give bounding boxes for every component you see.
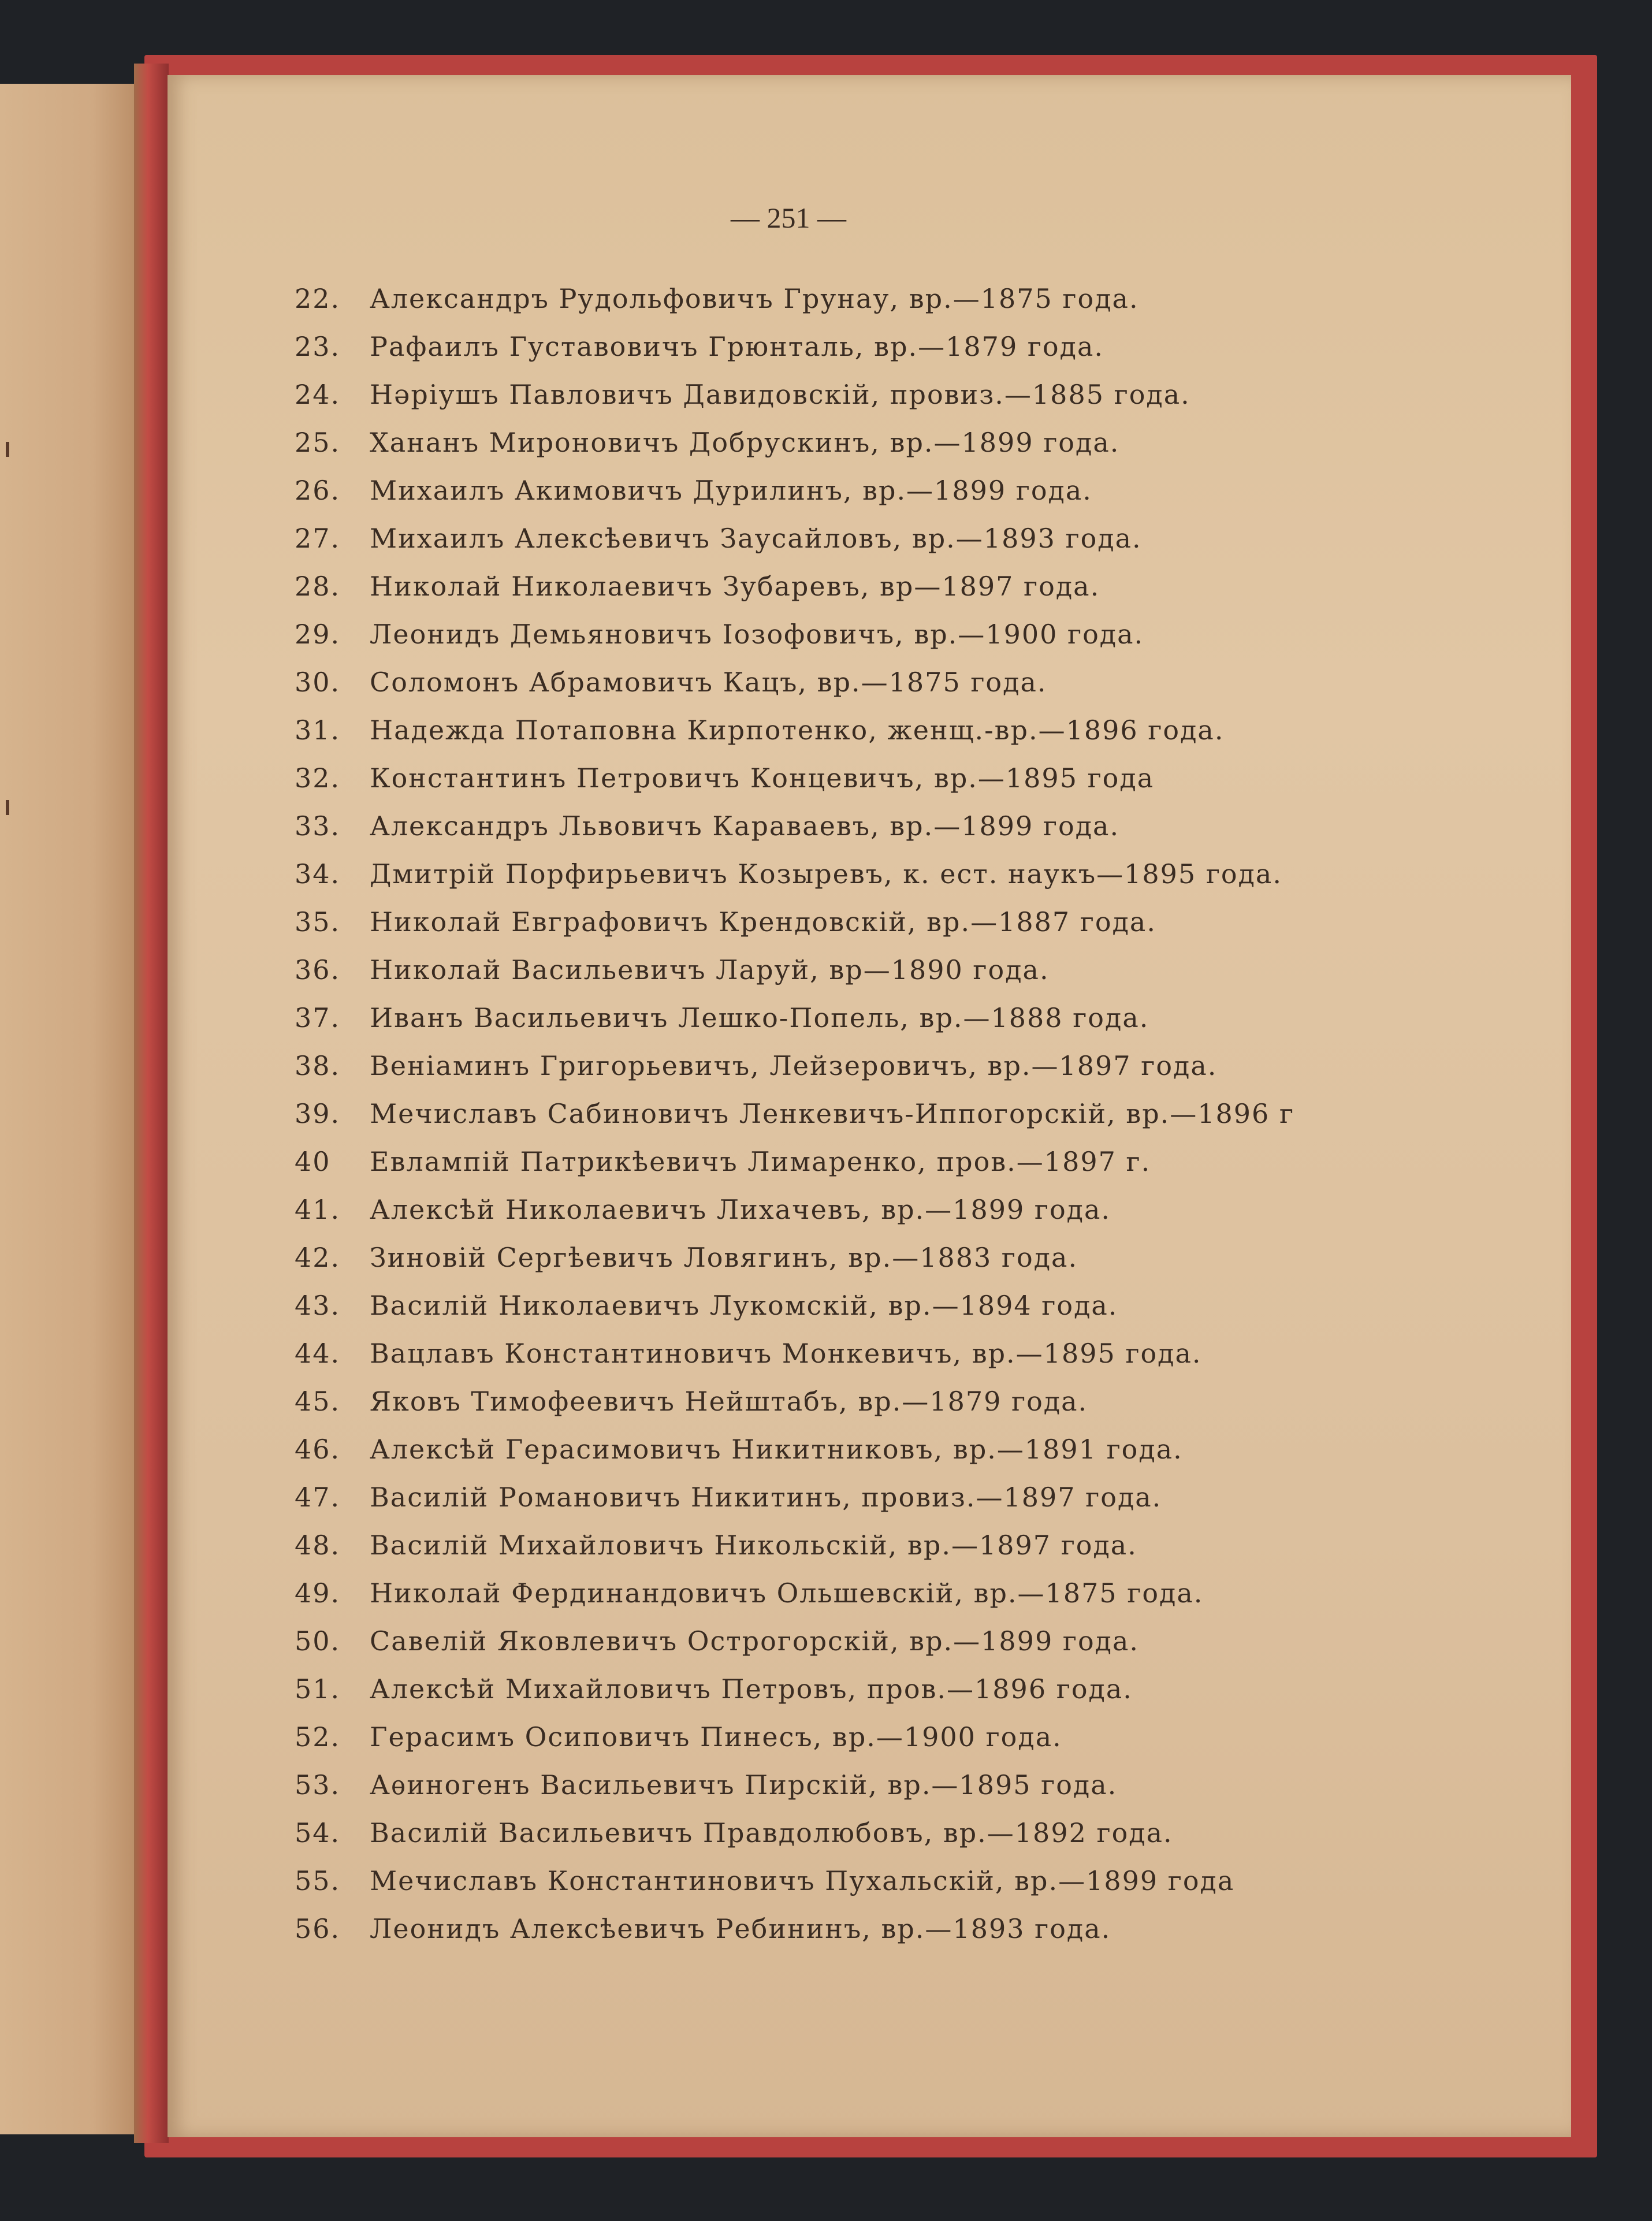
list-item-number: 45. <box>295 1386 341 1417</box>
entry-list <box>295 283 1536 1961</box>
list-item <box>295 858 1536 906</box>
list-item <box>295 475 1536 523</box>
list-item-number: 29. <box>295 619 341 650</box>
list-item-number: 54. <box>295 1817 341 1848</box>
list-item-text: Николай Васильевичъ Ларуй, вр—1890 года. <box>370 954 1050 985</box>
list-item-number: 40 <box>295 1146 331 1177</box>
list-item-number: 53. <box>295 1769 341 1800</box>
list-item-number: 30. <box>295 667 341 698</box>
list-item <box>295 283 1536 331</box>
list-item <box>295 619 1536 667</box>
list-item-text: Константинъ Петровичъ Концевичъ, вр.—1895 года <box>370 762 1155 794</box>
list-item-number: 43. <box>295 1290 341 1321</box>
list-item-text: Мечиславъ Константиновичъ Пухальскій, вр.—1899 года <box>370 1865 1235 1896</box>
list-item-text: Василій Николаевичъ Лукомскій, вр.—1894 года. <box>370 1290 1118 1321</box>
list-item-number: 34. <box>295 858 341 890</box>
list-item <box>295 906 1536 954</box>
list-item <box>295 1673 1536 1721</box>
list-item-text: Дмитрій Порфирьевичъ Козыревъ, к. ест. наукъ—1895 года. <box>370 858 1282 890</box>
list-item <box>295 1434 1536 1482</box>
list-item <box>295 1338 1536 1386</box>
list-item-text: Василій Михайловичъ Никольскій, вр.—1897 года. <box>370 1530 1137 1561</box>
list-item-number: 49. <box>295 1578 341 1609</box>
list-item <box>295 1913 1536 1961</box>
list-item <box>295 1625 1536 1673</box>
list-item-text: Михаилъ Алексѣевичъ Заусайловъ, вр.—1893 года. <box>370 523 1142 554</box>
list-item-number: 55. <box>295 1865 341 1896</box>
list-item-text: Леонидъ Алексѣевичъ Ребининъ, вр.—1893 года. <box>370 1913 1111 1944</box>
list-item-number: 36. <box>295 954 341 985</box>
list-item-text: Николай Фердинандовичъ Ольшевскій, вр.—1875 года. <box>370 1578 1204 1609</box>
list-item-number: 37. <box>295 1002 341 1033</box>
list-item <box>295 1194 1536 1242</box>
list-item-number: 50. <box>295 1625 341 1657</box>
list-item <box>295 1865 1536 1913</box>
list-item <box>295 762 1536 810</box>
list-item-number: 44. <box>295 1338 341 1369</box>
list-item <box>295 810 1536 858</box>
list-item-text: Михаилъ Акимовичъ Дурилинъ, вр.—1899 года. <box>370 475 1092 506</box>
list-item-number: 24. <box>295 379 341 410</box>
list-item <box>295 1290 1536 1338</box>
book-page <box>168 75 1571 2137</box>
page-number: — 251 — <box>731 202 846 234</box>
left-page-mark <box>6 442 9 457</box>
list-item <box>295 1050 1536 1098</box>
list-item-text: Соломонъ Абрамовичъ Кацъ, вр.—1875 года. <box>370 667 1047 698</box>
list-item-text: Леонидъ Демьяновичъ Іозофовичъ, вр.—1900 года. <box>370 619 1144 650</box>
list-item <box>295 1530 1536 1578</box>
list-item-text: Веніаминъ Григорьевичъ, Лейзеровичъ, вр.—1897 года. <box>370 1050 1218 1081</box>
list-item-text: Вацлавъ Константиновичъ Монкевичъ, вр.—1895 года. <box>370 1338 1202 1369</box>
list-item-number: 35. <box>295 906 341 937</box>
list-item <box>295 1146 1536 1194</box>
list-item-number: 39. <box>295 1098 341 1129</box>
list-item-text: Алексѣй Николаевичъ Лихачевъ, вр.—1899 года. <box>370 1194 1111 1225</box>
list-item <box>295 1578 1536 1625</box>
list-item-text: Надежда Потаповна Кирпотенко, женщ.-вр.—1896 года. <box>370 715 1225 746</box>
list-item-number: 38. <box>295 1050 341 1081</box>
list-item-text: Нәріушъ Павловичъ Давидовскій, провиз.—1885 года. <box>370 379 1190 410</box>
list-item <box>295 1002 1536 1050</box>
list-item-number: 32. <box>295 762 341 794</box>
list-item-number: 23. <box>295 331 341 362</box>
list-item <box>295 667 1536 715</box>
list-item-text: Савелій Яковлевичъ Острогорскій, вр.—1899 года. <box>370 1625 1140 1657</box>
list-item-number: 26. <box>295 475 341 506</box>
list-item-text: Алексѣй Герасимовичъ Никитниковъ, вр.—1891 года. <box>370 1434 1183 1465</box>
list-item <box>295 1098 1536 1146</box>
left-page-edge <box>0 84 155 2134</box>
list-item-text: Иванъ Васильевичъ Лешко-Попель, вр.—1888 года. <box>370 1002 1149 1033</box>
list-item-number: 48. <box>295 1530 341 1561</box>
list-item-text: Мечиславъ Сабиновичъ Ленкевичъ-Иппогорскій, вр.—1896 г <box>370 1098 1295 1129</box>
list-item-number: 31. <box>295 715 341 746</box>
list-item-text: Хананъ Мироновичъ Добрускинъ, вр.—1899 года. <box>370 427 1120 458</box>
list-item-number: 28. <box>295 571 341 602</box>
list-item <box>295 715 1536 762</box>
list-item-text: Евлампій Патрикѣевичъ Лимаренко, пров.—1897 г. <box>370 1146 1151 1177</box>
list-item-text: Александръ Рудольфовичъ Грунау, вр.—1875 года. <box>370 283 1139 314</box>
list-item-text: Василій Васильевичъ Правдолюбовъ, вр.—1892 года. <box>370 1817 1173 1848</box>
list-item <box>295 571 1536 619</box>
list-item-text: Зиновій Сергѣевичъ Ловягинъ, вр.—1883 года. <box>370 1242 1078 1273</box>
list-item-number: 22. <box>295 283 341 314</box>
left-page-mark <box>6 800 9 815</box>
list-item-number: 42. <box>295 1242 341 1273</box>
list-item-number: 56. <box>295 1913 341 1944</box>
book-spine <box>134 64 169 2143</box>
list-item-text: Алексѣй Михайловичъ Петровъ, пров.—1896 года. <box>370 1673 1133 1705</box>
list-item-number: 25. <box>295 427 341 458</box>
list-item <box>295 1769 1536 1817</box>
list-item-number: 47. <box>295 1482 341 1513</box>
list-item-text: Аѳиногенъ Васильевичъ Пирскій, вр.—1895 года. <box>370 1769 1118 1800</box>
list-item-number: 51. <box>295 1673 341 1705</box>
list-item-number: 46. <box>295 1434 341 1465</box>
list-item <box>295 1242 1536 1290</box>
list-item-text: Яковъ Тимофеевичъ Нейштабъ, вр.—1879 года. <box>370 1386 1088 1417</box>
list-item-number: 27. <box>295 523 341 554</box>
list-item <box>295 1721 1536 1769</box>
list-item <box>295 523 1536 571</box>
list-item <box>295 1817 1536 1865</box>
list-item <box>295 954 1536 1002</box>
list-item-text: Николай Евграфовичъ Крендовскій, вр.—1887 года. <box>370 906 1156 937</box>
list-item-text: Александръ Львовичъ Караваевъ, вр.—1899 года. <box>370 810 1120 842</box>
list-item <box>295 1482 1536 1530</box>
list-item-text: Николай Николаевичъ Зубаревъ, вр—1897 года. <box>370 571 1100 602</box>
list-item <box>295 379 1536 427</box>
list-item-text: Герасимъ Осиповичъ Пинесъ, вр.—1900 года. <box>370 1721 1062 1753</box>
list-item <box>295 331 1536 379</box>
list-item <box>295 1386 1536 1434</box>
list-item-number: 41. <box>295 1194 341 1225</box>
list-item <box>295 427 1536 475</box>
list-item-number: 52. <box>295 1721 341 1753</box>
list-item-text: Василій Романовичъ Никитинъ, провиз.—1897 года. <box>370 1482 1162 1513</box>
list-item-number: 33. <box>295 810 341 842</box>
list-item-text: Рафаилъ Густавовичъ Грюнталь, вр.—1879 года. <box>370 331 1104 362</box>
